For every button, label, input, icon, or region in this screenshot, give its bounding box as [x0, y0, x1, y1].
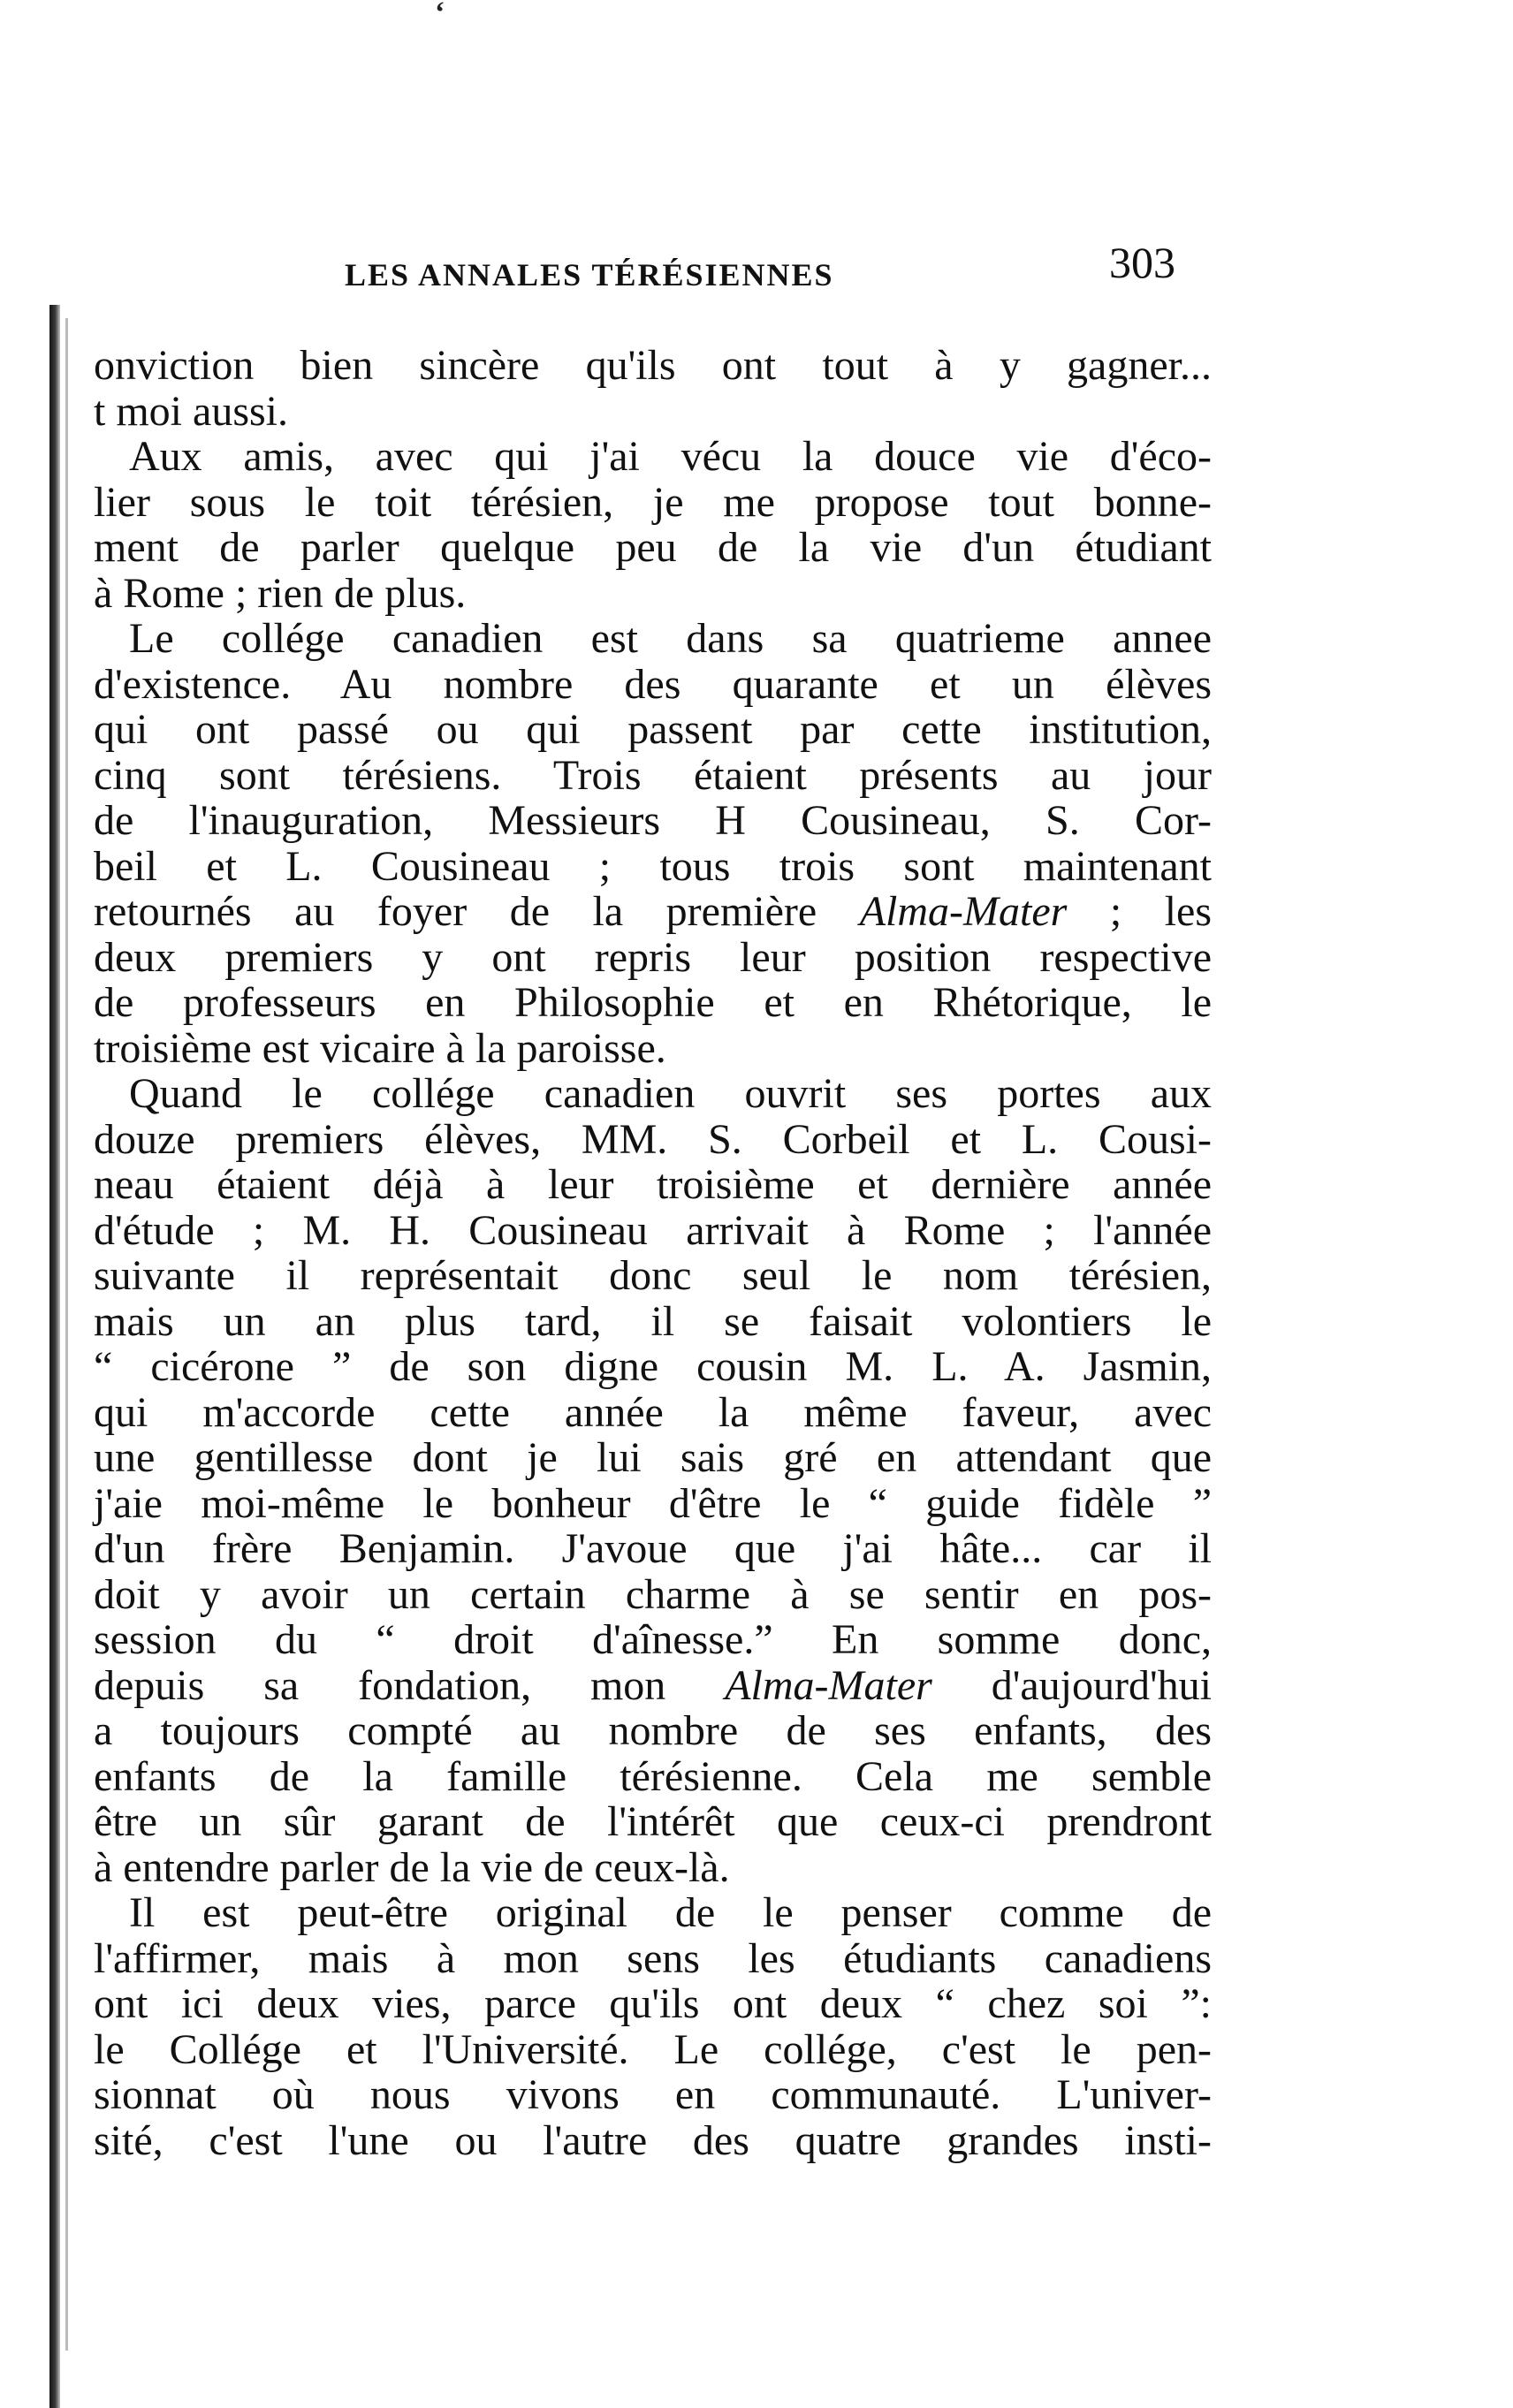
text-line: de l'inauguration, Messieurs H Cousineau, S. Cor- — [94, 797, 1212, 844]
alma-mater-italic: Alma-Mater — [859, 888, 1068, 935]
text-line: qui m'accorde cette année la même faveur, avec — [94, 1388, 1212, 1436]
text-line: beil et L. Cousineau ; tous trois sont maintenant — [94, 842, 1212, 890]
page-number: 303 — [1109, 238, 1175, 287]
text-line-with-italic — [94, 889, 1212, 935]
text-line: suivante il représentait donc seul le nom térésien, — [94, 1252, 1212, 1299]
text-line: une gentillesse dont je lui sais gré en attendant que — [94, 1434, 1212, 1481]
text-line: session du “ droit d'aînesse.” En somme donc, — [94, 1616, 1212, 1663]
text-line: lier sous le toit térésien, je me propose tout bonne- — [94, 478, 1212, 526]
body-text — [94, 343, 1212, 2163]
text-segment: retournés au foyer de la première — [94, 888, 817, 935]
alma-mater-italic: Alma-Mater — [725, 1661, 932, 1709]
scan-binding-shadow — [49, 305, 60, 2408]
text-line: d'un frère Benjamin. J'avoue que j'ai hâte... car il — [94, 1525, 1212, 1572]
text-segment: d'aujourd'hui — [931, 1661, 1212, 1709]
text-line: doit y avoir un certain charme à se sentir en pos- — [94, 1570, 1212, 1618]
text-line: l'affirmer, mais à mon sens les étudiants canadiens — [94, 1934, 1212, 1982]
text-line: troisième est vicaire à la paroisse. — [94, 1024, 666, 1072]
text-line: qui ont passé ou qui passent par cette institution, — [94, 706, 1212, 753]
text-line: d'existence. Au nombre des quarante et un élèves — [94, 660, 1212, 708]
text-line: “ cicérone ” de son digne cousin M. L. A. Jasmin, — [94, 1343, 1212, 1390]
text-line: de professeurs en Philosophie et en Rhétorique, le — [94, 979, 1212, 1026]
text-line: Le collége canadien est dans sa quatrieme annee — [129, 615, 1212, 662]
text-line: douze premiers élèves, MM. S. Corbeil et L. Cousi- — [94, 1115, 1212, 1163]
ink-mark: ʻ — [435, 0, 445, 29]
text-line: mais un an plus tard, il se faisait volontiers le — [94, 1297, 1212, 1345]
text-line: a toujours compté au nombre de ses enfants, des — [94, 1707, 1212, 1754]
text-line: le Collége et l'Université. Le collége, c'est le pen- — [94, 2025, 1212, 2073]
text-line: neau étaient déjà à leur troisième et dernière année — [94, 1161, 1212, 1208]
text-segment: depuis sa fondation, mon — [94, 1661, 666, 1709]
running-head: LES ANNALES TÉRÉSIENNES — [345, 257, 834, 292]
text-line: à entendre parler de la vie de ceux-là. — [94, 1843, 730, 1891]
text-line: à Rome ; rien de plus. — [94, 569, 467, 617]
text-line-with-italic — [94, 1663, 1212, 1709]
text-line: enfants de la famille térésienne. Cela me semble — [94, 1752, 1212, 1800]
text-line: ont ici deux vies, parce qu'ils ont deux “ chez soi ”: — [94, 1980, 1212, 2027]
text-line: sionnat où nous vivons en communauté. L'univer- — [94, 2071, 1212, 2118]
text-line: cinq sont térésiens. Trois étaient présents au jour — [94, 751, 1212, 799]
text-line: être un sûr garant de l'intérêt que ceux-ci prendront — [94, 1798, 1212, 1845]
text-line: d'étude ; M. H. Cousineau arrivait à Rome ; l'année — [94, 1206, 1212, 1254]
text-line: deux premiers y ont repris leur position respective — [94, 933, 1212, 981]
text-line: Il est peut-être original de le penser comme de — [129, 1889, 1212, 1936]
text-line: j'aie moi-même le bonheur d'être le “ guide fidèle ” — [94, 1479, 1212, 1527]
text-segment: ; les — [1067, 888, 1213, 935]
text-line: t moi aussi. — [94, 387, 289, 435]
text-line: ment de parler quelque peu de la vie d'un étudiant — [94, 524, 1212, 571]
text-line: Aux amis, avec qui j'ai vécu la douce vie d'éco- — [129, 433, 1212, 480]
text-line: onviction bien sincère qu'ils ont tout à y gagner... — [94, 342, 1212, 389]
scan-binding-line — [65, 318, 68, 2351]
text-line: sité, c'est l'une ou l'autre des quatre grandes insti- — [94, 2116, 1212, 2164]
text-line: Quand le collége canadien ouvrit ses portes aux — [129, 1070, 1212, 1117]
